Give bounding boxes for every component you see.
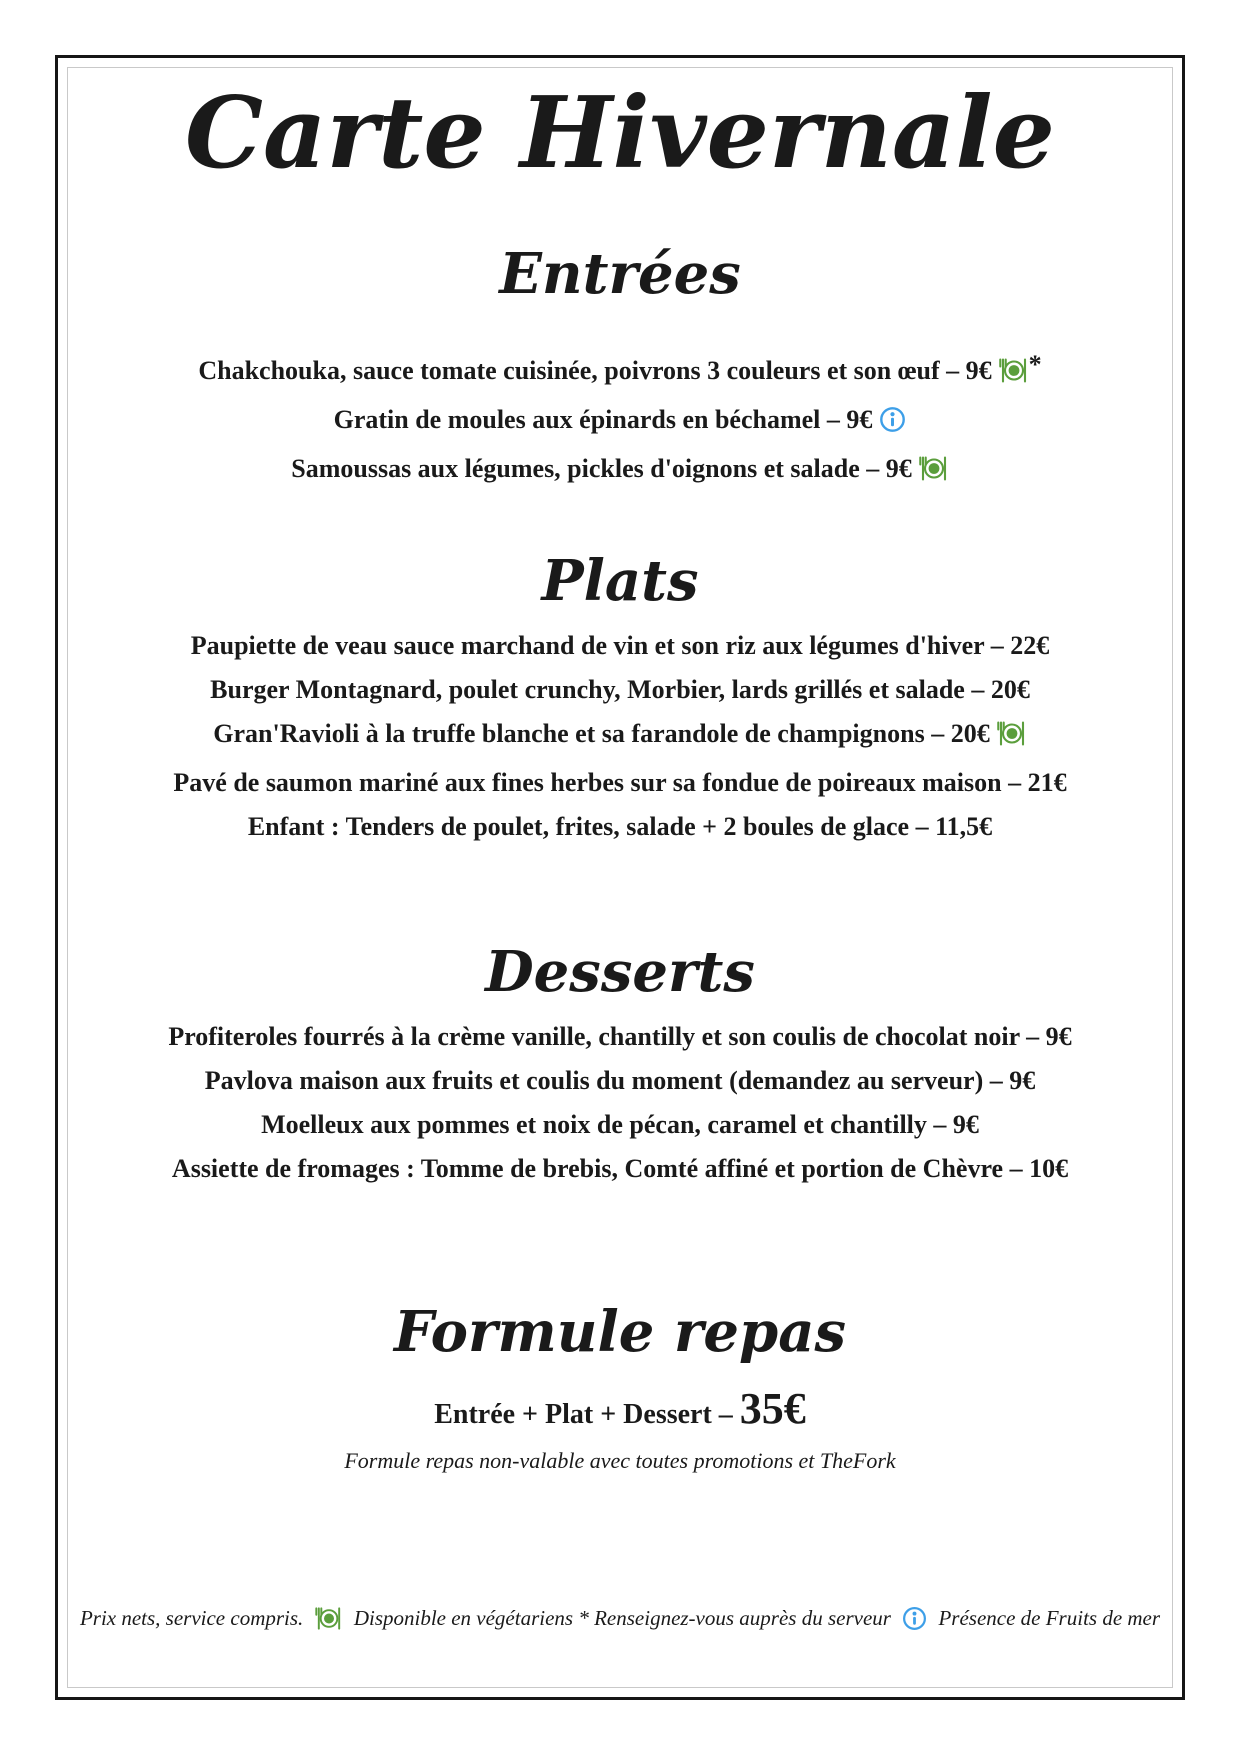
section-heading-desserts: Desserts — [485, 938, 755, 1005]
vegetarian-icon — [997, 717, 1027, 761]
legend-vegetarian: Disponible en végétariens * Renseignez-vous auprès du serveur — [353, 1606, 891, 1630]
menu-page — [58, 58, 1182, 1697]
section-heading-entrees: Entrées — [499, 240, 741, 307]
legend-prices: Prix nets, service compris. — [79, 1606, 304, 1630]
menu-item — [58, 398, 1182, 447]
menu-item-text: Gran'Ravioli à la truffe blanche et sa farandole de champignons – 20€ — [213, 718, 990, 748]
menu-item — [58, 668, 1182, 712]
menu-item — [58, 712, 1182, 761]
formule-note: Formule repas non-valable avec toutes promotions et TheFork — [344, 1447, 896, 1473]
menu-item — [58, 1103, 1182, 1147]
menu-item-text: Enfant : Tenders de poulet, frites, salade + 2 boules de glace – 11,5€ — [247, 811, 993, 841]
menu-item — [58, 447, 1182, 496]
vegetarian-icon — [919, 452, 949, 496]
menu-item-text: Pavé de saumon mariné aux fines herbes sur sa fondue de poireaux maison – 21€ — [173, 767, 1067, 797]
menu-item — [58, 1147, 1182, 1191]
menu-item — [58, 1015, 1182, 1059]
plats-list — [58, 624, 1182, 849]
section-heading-formule: Formule repas — [393, 1298, 847, 1365]
vegetarian-icon — [315, 1606, 343, 1637]
info-icon — [879, 403, 906, 447]
menu-item-text: Pavlova maison aux fruits et coulis du moment (demandez au serveur) – 9€ — [204, 1065, 1036, 1095]
formule-line — [58, 1383, 1182, 1434]
section-heading-plats: Plats — [541, 547, 699, 614]
menu-item — [58, 1059, 1182, 1103]
vegetarian-icon — [999, 354, 1029, 398]
menu-item-text: Assiette de fromages : Tomme de brebis, Comté affiné et portion de Chèvre – 10€ — [171, 1153, 1069, 1183]
asterisk-note: * — [1028, 349, 1042, 379]
page-border — [55, 55, 1185, 1700]
menu-item-text: Paupiette de veau sauce marchand de vin et son riz aux légumes d'hiver – 22€ — [190, 630, 1050, 660]
menu-item — [58, 624, 1182, 668]
menu-item — [58, 805, 1182, 849]
menu-item-text: Chakchouka, sauce tomate cuisinée, poivrons 3 couleurs et son œuf – 9€ — [198, 355, 992, 385]
menu-item-text: Gratin de moules aux épinards en béchamel – 9€ — [333, 404, 873, 434]
menu-item-text: Samoussas aux légumes, pickles d'oignons et salade – 9€ — [291, 453, 912, 483]
menu-item-text: Profiteroles fourrés à la crème vanille, chantilly et son coulis de chocolat noir – 9€ — [168, 1021, 1072, 1051]
menu-item-text: Burger Montagnard, poulet crunchy, Morbier, lards grillés et salade – 20€ — [210, 674, 1030, 704]
legend-footer — [58, 1606, 1182, 1637]
page-title: Carte Hivernale — [185, 76, 1055, 191]
menu-item-text: Moelleux aux pommes et noix de pécan, caramel et chantilly – 9€ — [261, 1109, 979, 1139]
formule-price: 35€ — [739, 1383, 806, 1433]
menu-item — [58, 761, 1182, 805]
menu-item — [58, 343, 1182, 398]
formule-text: Entrée + Plat + Dessert – — [434, 1398, 740, 1430]
legend-seafood: Présence de Fruits de mer — [938, 1606, 1161, 1630]
desserts-list — [58, 1015, 1182, 1191]
entrees-list — [58, 343, 1182, 496]
info-icon — [902, 1606, 927, 1637]
